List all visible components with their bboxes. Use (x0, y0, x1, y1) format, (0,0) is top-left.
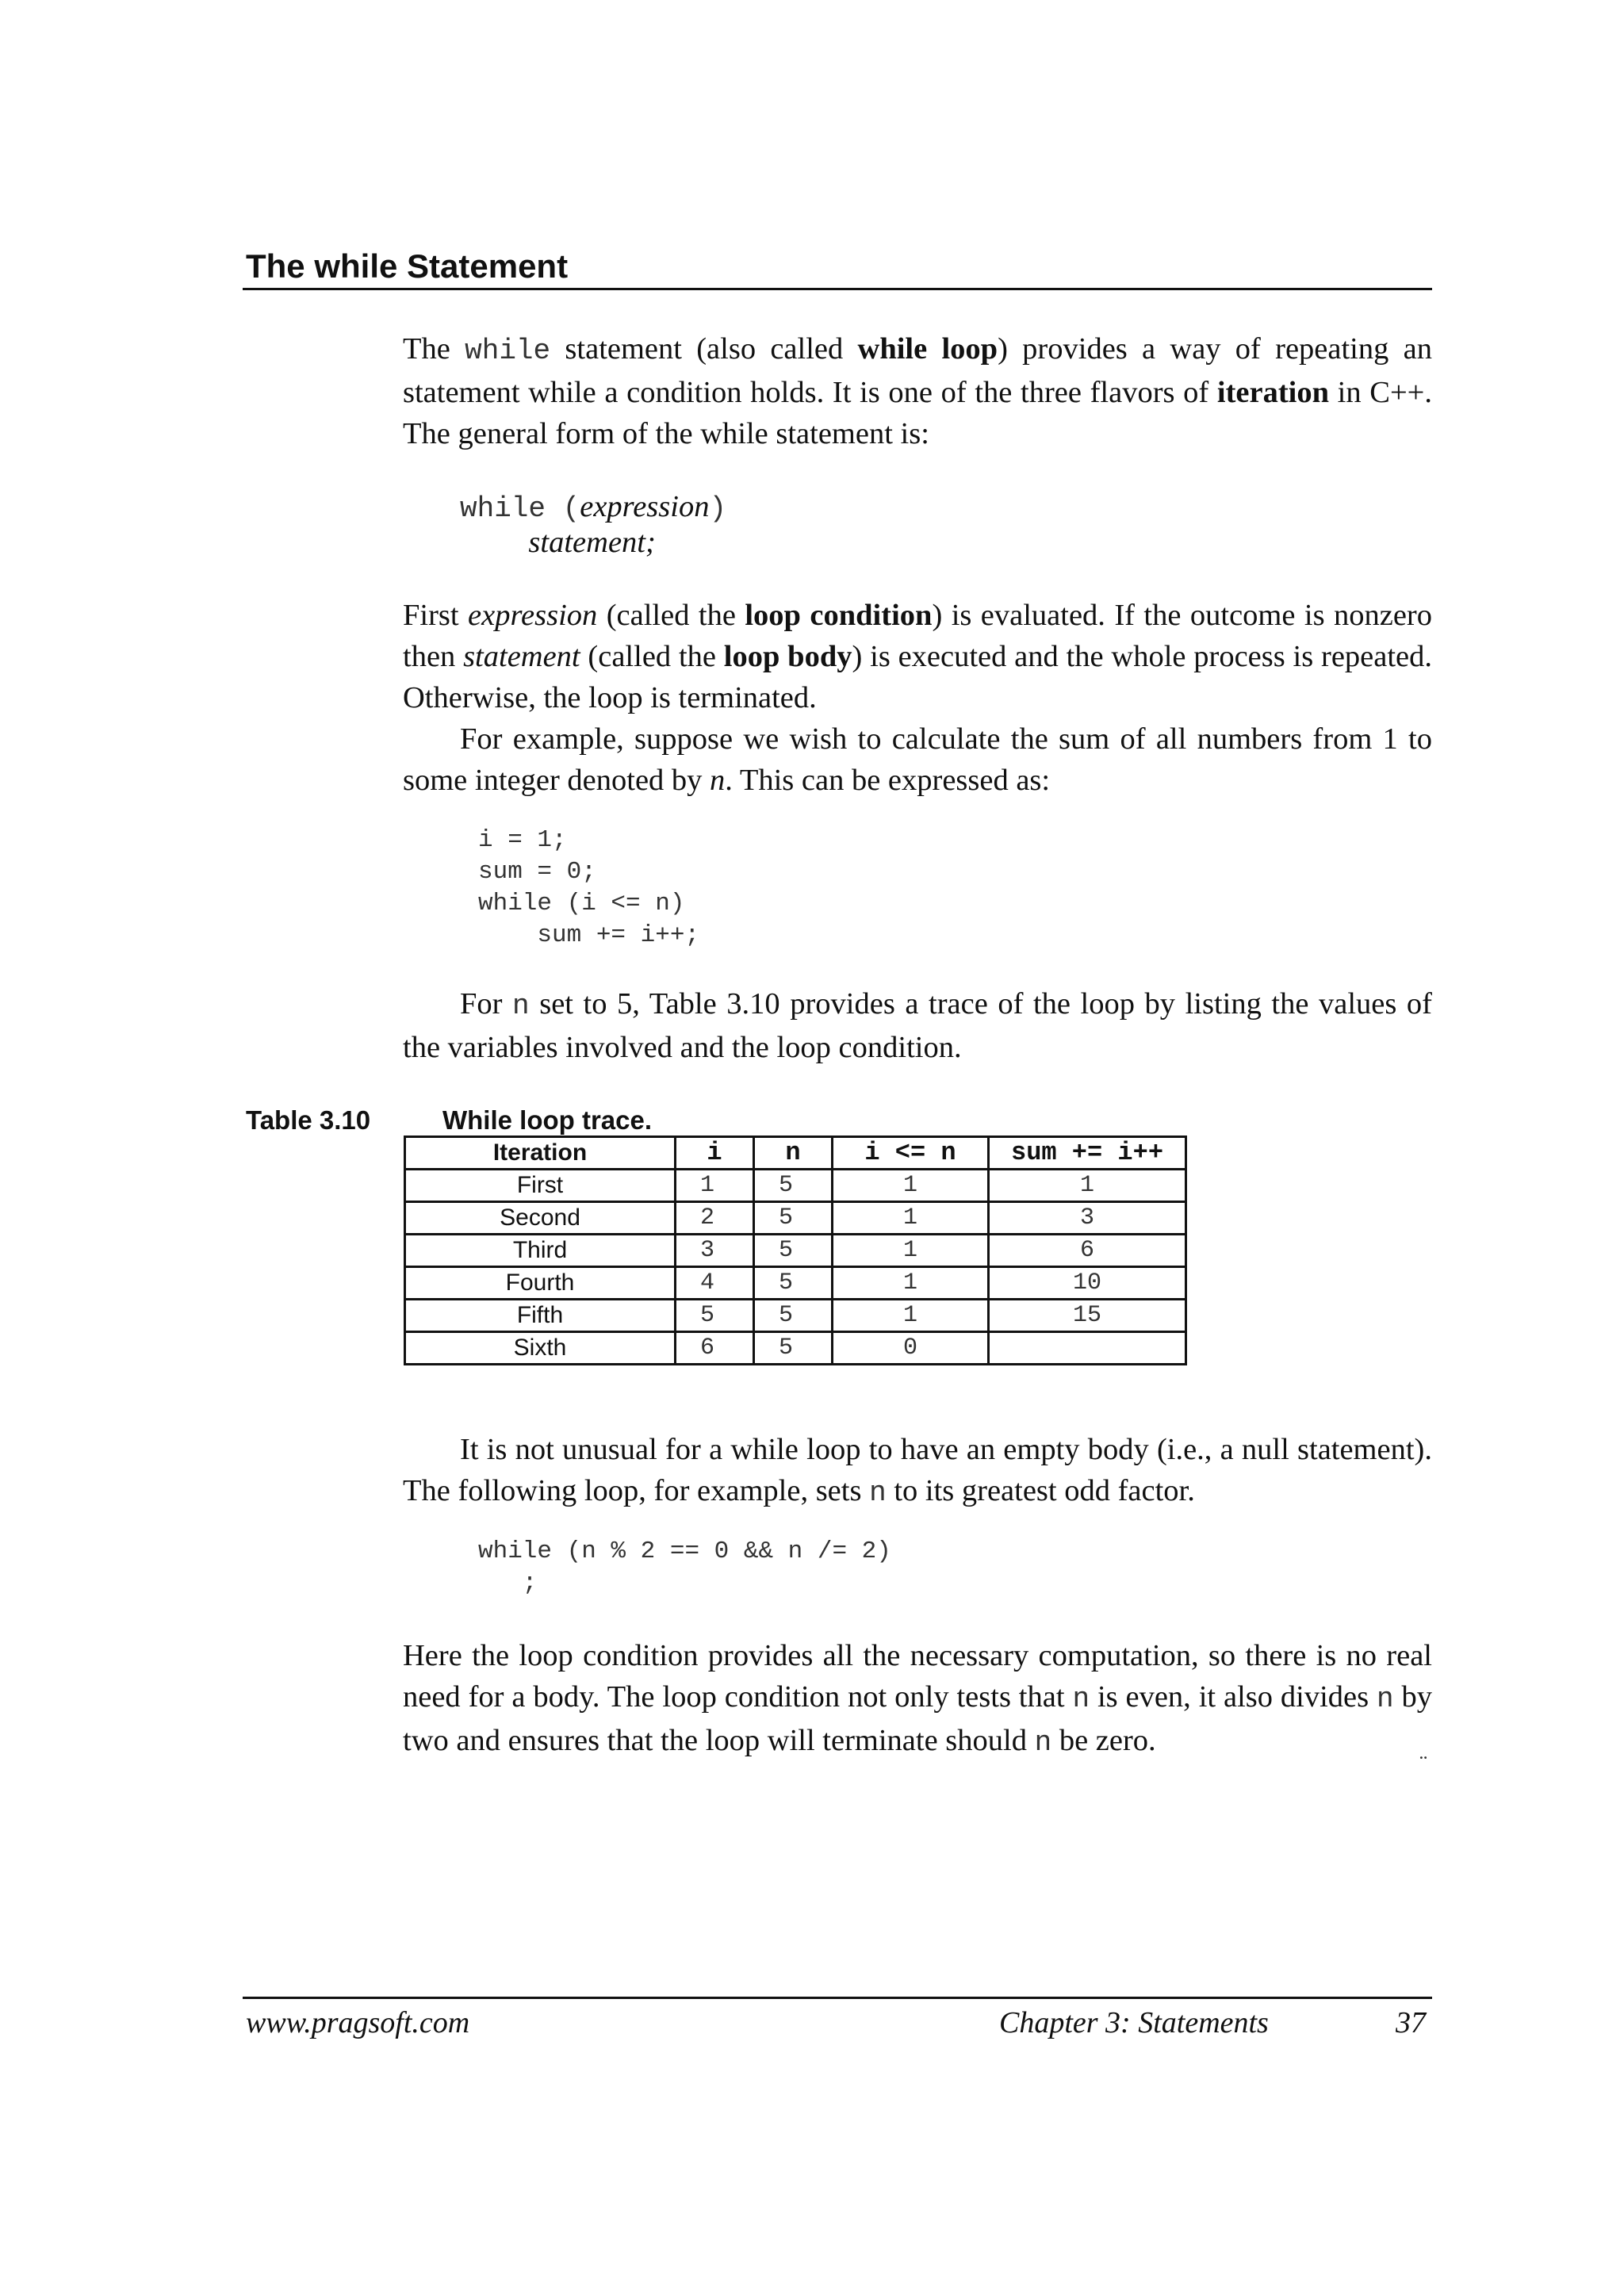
cell-iteration: Third (405, 1235, 676, 1267)
paragraph-explanation: Here the loop condition provides all the necessary computation, so there is no real need for a body. The loop condition not only tests that n is even, it also divides n by two and ensures that the loop will terminate should n be zero. (403, 1639, 1432, 1759)
table-row (405, 1170, 1186, 1202)
cell-condition: 1 (833, 1202, 989, 1235)
section-heading: The while Statement (246, 247, 569, 285)
cell-i: 2 (676, 1202, 754, 1235)
header-sum: sum += i++ (989, 1137, 1186, 1170)
paragraph-empty-body: It is not unusual for a while loop to have an empty body (i.e., a null statement). The following loop, for example, sets n to its greatest odd factor. (403, 1433, 1432, 1509)
table-row (405, 1202, 1186, 1235)
cell-n: 5 (754, 1332, 833, 1365)
cell-iteration: Sixth (405, 1332, 676, 1365)
while-loop-trace-table (404, 1136, 1187, 1365)
paragraph-example: For example, suppose we wish to calculate the sum of all numbers from 1 to some integer denoted by n. This can be expressed as: (403, 722, 1432, 797)
cell-condition: 1 (833, 1267, 989, 1300)
cell-sum: 3 (989, 1202, 1186, 1235)
code-block-odd-factor: while (n % 2 == 0 && n /= 2) ; (478, 1538, 891, 1597)
heading-rule (243, 288, 1432, 290)
table-row (405, 1300, 1186, 1332)
cell-sum: 15 (989, 1300, 1186, 1332)
table-caption: While loop trace. (442, 1105, 653, 1135)
paragraph-intro: The while statement (also called while loop) provides a way of repeating an statement while a condition holds. It is one of the three flavors of iteration in C++. The general form of the while statement is: (403, 332, 1432, 450)
cell-i: 5 (676, 1300, 754, 1332)
cell-iteration: Fourth (405, 1267, 676, 1300)
code-block-general-form: while (expression) statement; (460, 490, 727, 559)
cell-n: 5 (754, 1267, 833, 1300)
cell-i: 4 (676, 1267, 754, 1300)
cell-n: 5 (754, 1235, 833, 1267)
footer-rule (243, 1997, 1432, 1999)
cell-iteration: Fifth (405, 1300, 676, 1332)
cell-sum: 6 (989, 1235, 1186, 1267)
cell-condition: 1 (833, 1170, 989, 1202)
cell-sum: 1 (989, 1170, 1186, 1202)
table-label: Table 3.10 (246, 1105, 371, 1135)
cell-n: 5 (754, 1300, 833, 1332)
header-i: i (676, 1137, 754, 1170)
cell-n: 5 (754, 1202, 833, 1235)
cell-n: 5 (754, 1170, 833, 1202)
footer-website: www.pragsoft.com (246, 2006, 470, 2039)
cell-sum (989, 1332, 1186, 1365)
header-iteration: Iteration (405, 1137, 676, 1170)
header-condition: i <= n (833, 1137, 989, 1170)
cell-sum: 10 (989, 1267, 1186, 1300)
cell-i: 6 (676, 1332, 754, 1365)
code-block-sum-loop: i = 1; sum = 0; while (i <= n) sum += i++; (478, 826, 700, 949)
table-row (405, 1235, 1186, 1267)
cell-condition: 1 (833, 1300, 989, 1332)
cell-iteration: First (405, 1170, 676, 1202)
cell-condition: 1 (833, 1235, 989, 1267)
table-header-row (405, 1137, 1186, 1170)
cell-condition: 0 (833, 1332, 989, 1365)
paragraph-trace-intro: For n set to 5, Table 3.10 provides a trace of the loop by listing the values of the variables involved and the loop condition. (403, 987, 1432, 1064)
table-row (405, 1332, 1186, 1365)
footer-page-number: 37 (1396, 2006, 1426, 2039)
table-row (405, 1267, 1186, 1300)
header-n: n (754, 1137, 833, 1170)
paragraph-loop-condition: First expression (called the loop condition) is evaluated. If the outcome is nonzero then statement (called the loop body) is executed and the whole process is repeated. Otherwise, the loop is terminated. (403, 599, 1433, 714)
cell-i: 3 (676, 1235, 754, 1267)
cell-i: 1 (676, 1170, 754, 1202)
footer-chapter: Chapter 3: Statements (999, 2006, 1269, 2039)
cell-iteration: Second (405, 1202, 676, 1235)
end-mark: ¨ (1419, 1751, 1427, 1777)
